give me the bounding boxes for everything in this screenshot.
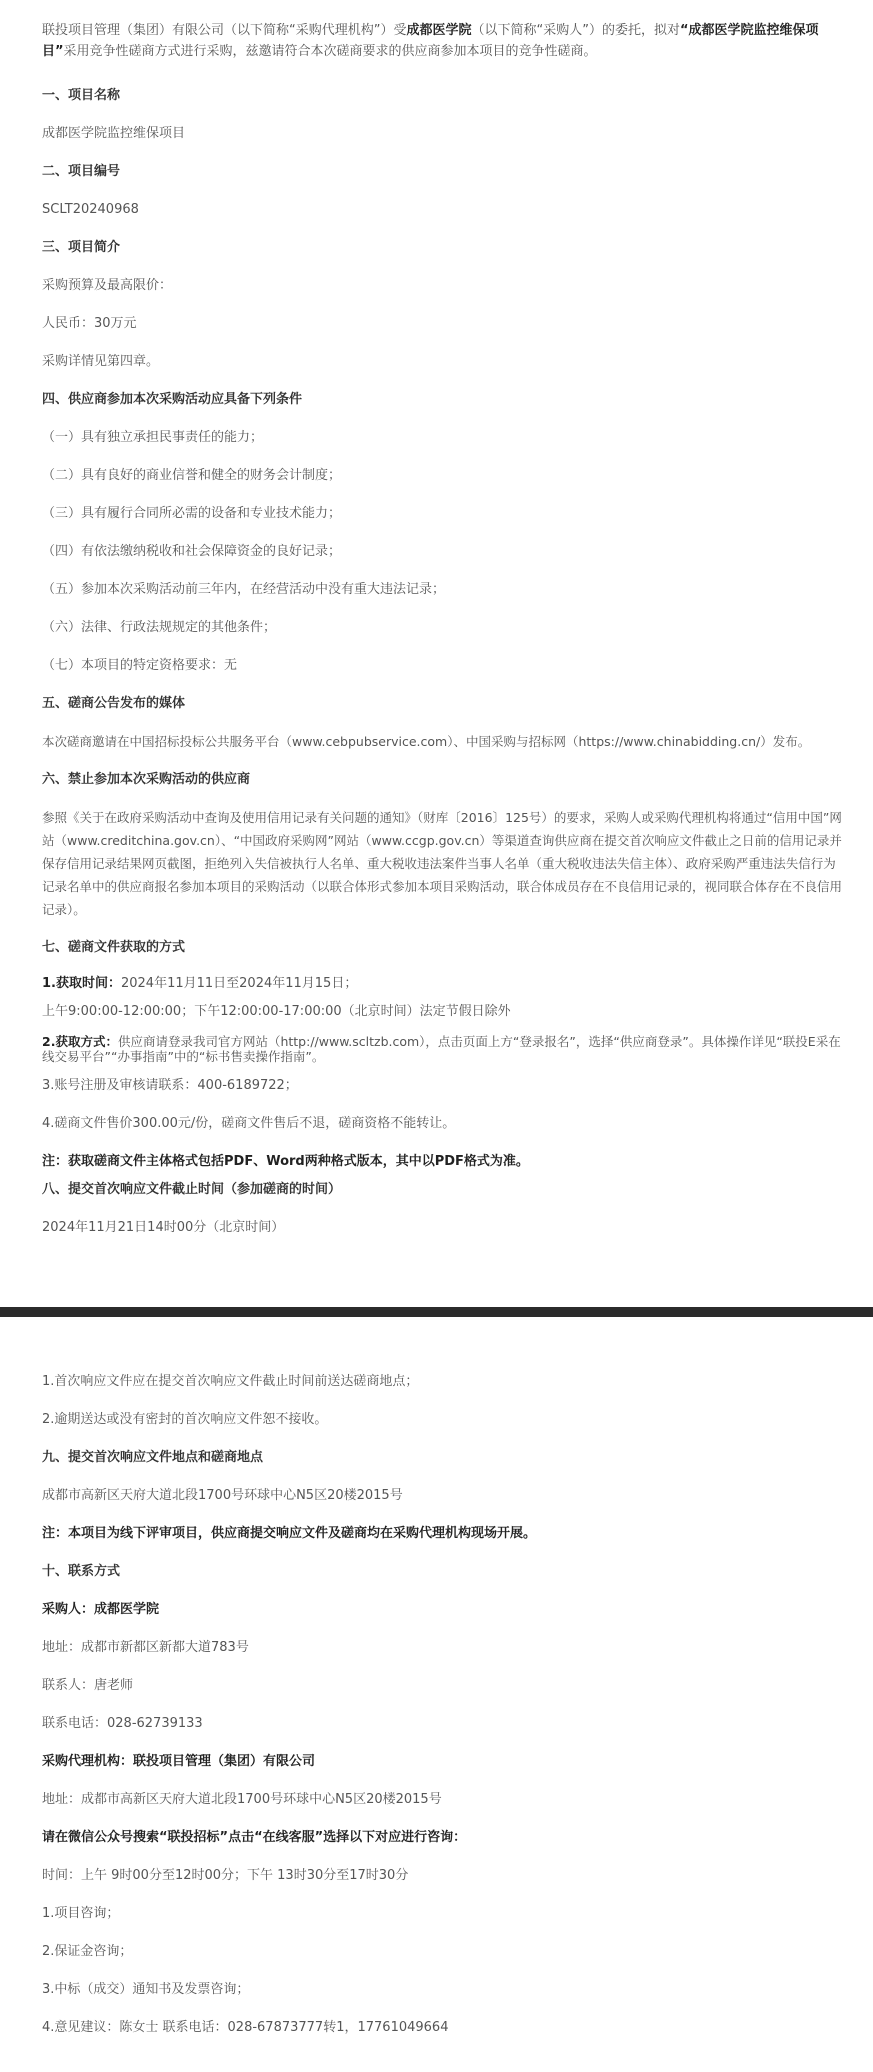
requirement-item: （四）有依法缴纳税收和社会保障资金的良好记录； bbox=[42, 544, 342, 559]
document-format-note: 注：获取磋商文件主体格式包括PDF、Word两种格式版本，其中以PDF格式为准。 bbox=[42, 1154, 529, 1169]
prohibited-suppliers-text: 参照《关于在政府采购活动中查询及使用信用记录有关问题的通知》（财库〔2016〕125号）的要求，采购人或采购代理机构将通过“信用中国”网站（www.creditchina.gov.cn）、“中国政府采购网”网站（www.ccgp.gov.cn）等渠道查询供应商在提交首次响应文件截止之日前的信用记录并保存信用记录结果网页截图，拒绝列入失信被执行人名单、重大税收违法案件当事人名单（重大税收违法失信主体）、政府采购严重违法失信行为记录名单中的供应商报名参加本项目的采购活动（以联合体形式参加本项目采购活动，联合体成员存在不良信用记录的，视同联合体存在不良信用记录）。 bbox=[42, 810, 843, 917]
section-3-title: 三、项目简介 bbox=[42, 240, 121, 255]
media-publication-text: 本次磋商邀请在中国招标投标公共服务平台（www.cebpubservice.com）、中国采购与招标网（https://www.chinabidding.cn/）发布。 bbox=[42, 734, 811, 749]
document-price: 4.磋商文件售价300.00元/份，磋商文件售后不退，磋商资格不能转让。 bbox=[42, 1116, 456, 1131]
requirement-item: （六）法律、行政法规规定的其他条件； bbox=[42, 620, 277, 635]
requirement-item: （一）具有独立承担民事责任的能力； bbox=[42, 430, 264, 445]
consult-item: 3.中标（成交）通知书及发票咨询； bbox=[42, 1982, 250, 1997]
agency-name: 采购代理机构：联投项目管理（集团）有限公司 bbox=[42, 1754, 316, 1769]
account-registration-contact: 3.账号注册及审核请联系：400-6189722； bbox=[42, 1078, 298, 1093]
requirement-item: （三）具有履行合同所必需的设备和专业技术能力； bbox=[42, 506, 342, 521]
submission-rule-2: 2.逾期送达或没有密封的首次响应文件恕不接收。 bbox=[42, 1412, 328, 1427]
intro-buyer-name: 成都医学院 bbox=[406, 23, 472, 38]
section-4-title: 四、供应商参加本次采购活动应具备下列条件 bbox=[42, 392, 303, 407]
section-2-title: 二、项目编号 bbox=[42, 164, 121, 179]
intro-text-1: 联投项目管理（集团）有限公司（以下简称“采购代理机构”）受 bbox=[42, 23, 407, 38]
obtain-method-label: 2.获取方式： bbox=[42, 1034, 118, 1049]
wechat-consult-note: 请在微信公众号搜索“联投招标”点击“在线客服”选择以下对应进行咨询： bbox=[42, 1830, 467, 1845]
intro-project-name: “成都医学院监控维保项目” bbox=[42, 23, 819, 59]
obtain-time-detail: 上午9:00:00-12:00:00；下午12:00:00-17:00:00（北京时间）法定节假日除外 bbox=[42, 1004, 511, 1019]
buyer-contact-person: 联系人：唐老师 bbox=[42, 1678, 134, 1693]
project-number-value: SCLT20240968 bbox=[42, 202, 139, 217]
section-5-title: 五、磋商公告发布的媒体 bbox=[42, 696, 186, 711]
submission-rule-1: 1.首次响应文件应在提交首次响应文件截止时间前送达磋商地点； bbox=[42, 1374, 419, 1389]
section-9-title: 九、提交首次响应文件地点和磋商地点 bbox=[42, 1450, 264, 1465]
buyer-name: 采购人：成都医学院 bbox=[42, 1602, 160, 1617]
consult-item: 2.保证金咨询； bbox=[42, 1944, 133, 1959]
submission-address: 成都市高新区天府大道北段1700号环球中心N5区20楼2015号 bbox=[42, 1488, 403, 1503]
buyer-address: 地址：成都市新都区新都大道783号 bbox=[42, 1640, 249, 1655]
budget-value: 人民币：30万元 bbox=[42, 316, 137, 331]
intro-text-2: （以下简称“采购人”）的委托，拟对 bbox=[471, 23, 680, 38]
budget-label: 采购预算及最高限价： bbox=[42, 278, 173, 293]
project-name-value: 成都医学院监控维保项目 bbox=[42, 126, 186, 141]
purchase-detail-note: 采购详情见第四章。 bbox=[42, 354, 160, 369]
requirement-item: （二）具有良好的商业信誉和健全的财务会计制度； bbox=[42, 468, 342, 483]
requirement-item: （五）参加本次采购活动前三年内，在经营活动中没有重大违法记录； bbox=[42, 582, 446, 597]
requirement-item: （七）本项目的特定资格要求：无 bbox=[42, 658, 238, 673]
deadline-value: 2024年11月21日14时00分（北京时间） bbox=[42, 1220, 285, 1235]
section-7-title: 七、磋商文件获取的方式 bbox=[42, 940, 186, 955]
consult-item: 1.项目咨询； bbox=[42, 1906, 120, 1921]
obtain-time-label: 1.获取时间： bbox=[42, 976, 121, 991]
buyer-phone: 联系电话：028-62739133 bbox=[42, 1716, 203, 1731]
section-1-title: 一、项目名称 bbox=[42, 88, 121, 103]
service-hours: 时间：上午 9时00分至12时00分；下午 13时30分至17时30分 bbox=[42, 1868, 409, 1883]
consult-item: 4.意见建议：陈女士 联系电话：028-67873777转1，17761049664 bbox=[42, 2020, 449, 2035]
section-8-title: 八、提交首次响应文件截止时间（参加磋商的时间） bbox=[42, 1182, 342, 1197]
obtain-time-value: 2024年11月11日至2024年11月15日； bbox=[120, 976, 358, 991]
offline-review-note: 注：本项目为线下评审项目，供应商提交响应文件及磋商均在采购代理机构现场开展。 bbox=[42, 1526, 537, 1541]
page-divider bbox=[0, 1307, 873, 1317]
agency-address: 地址：成都市高新区天府大道北段1700号环球中心N5区20楼2015号 bbox=[42, 1792, 442, 1807]
obtain-method-value: 供应商请登录我司官方网站（http://www.scltzb.com），点击页面上方“登录报名”，选择“供应商登录”。具体操作详见“联投E采在线交易平台”“办事指南”中的“标书售卖操作指南”。 bbox=[42, 1034, 841, 1064]
intro-text-3: 采用竞争性磋商方式进行采购，兹邀请符合本次磋商要求的供应商参加本项目的竞争性磋商。 bbox=[63, 44, 597, 59]
intro-paragraph bbox=[42, 20, 842, 62]
section-10-title: 十、联系方式 bbox=[42, 1564, 121, 1579]
section-6-title: 六、禁止参加本次采购活动的供应商 bbox=[42, 772, 251, 787]
